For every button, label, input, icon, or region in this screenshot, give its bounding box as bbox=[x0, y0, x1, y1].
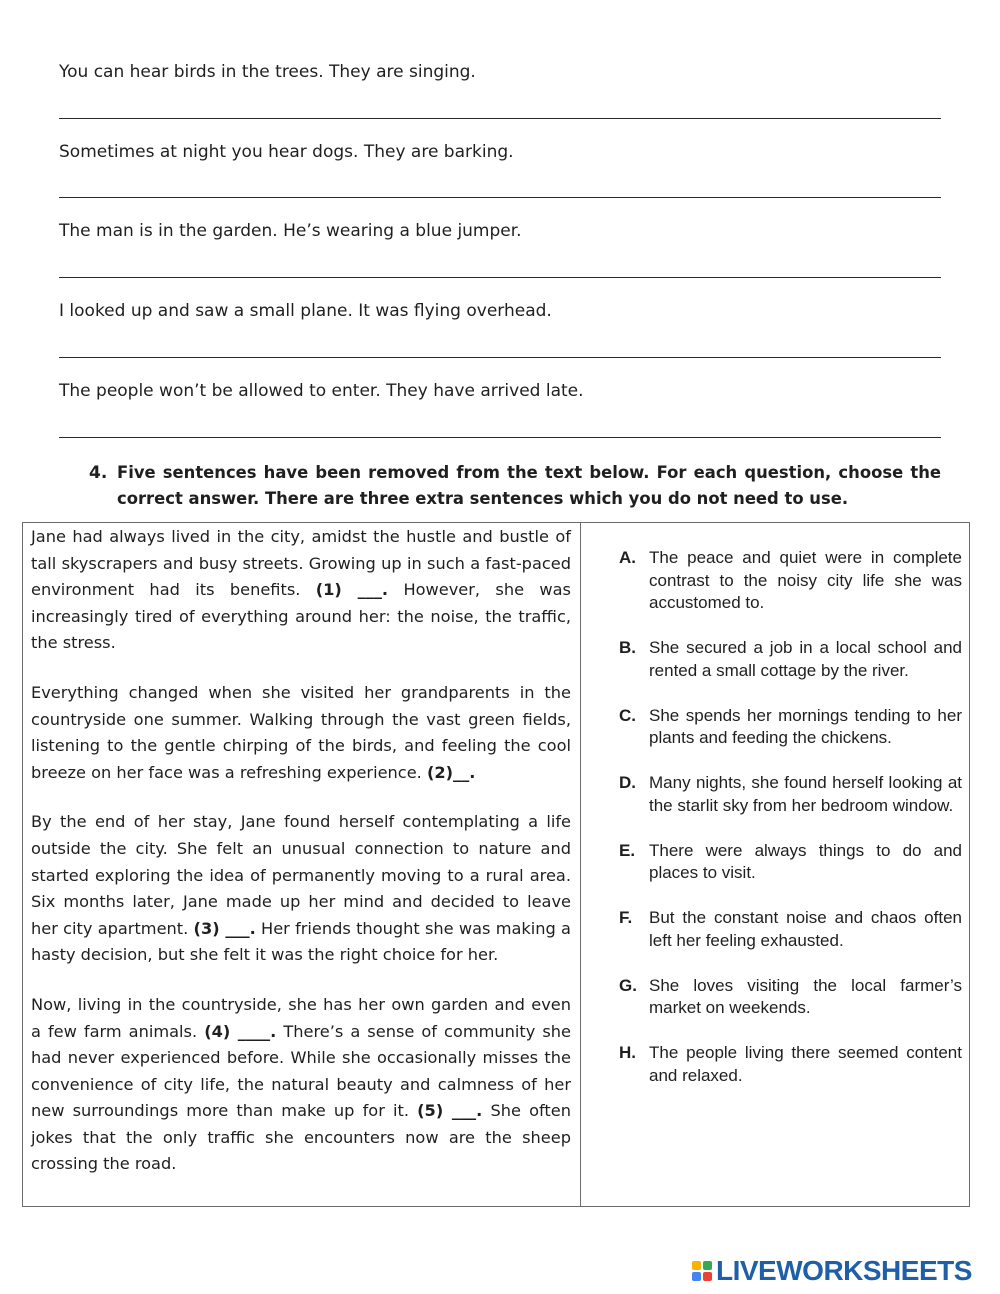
option-h bbox=[619, 1042, 962, 1087]
option-text: She loves visiting the local farmer’s market on weekends. bbox=[649, 975, 962, 1017]
option-letter: H. bbox=[619, 1043, 636, 1062]
option-g bbox=[619, 975, 962, 1020]
logo-square bbox=[703, 1272, 712, 1281]
exercise-sentence: I looked up and saw a small plane. It was flying overhead. bbox=[59, 301, 552, 321]
passage-paragraph-2: Everything changed when she visited her grandparents in the countryside one summer. Walking through the vast green fields, listening to the gentle chirping of the birds, and feeling the cool breeze on her face was a refreshing experience. (2)__. bbox=[31, 682, 571, 782]
liveworksheets-logo bbox=[692, 1256, 972, 1286]
question-number: 4. bbox=[89, 463, 108, 483]
option-text: She spends her mornings tending to her plants and feeding the chickens. bbox=[649, 705, 962, 747]
option-b bbox=[619, 637, 962, 682]
option-text: She secured a job in a local school and rented a small cottage by the river. bbox=[649, 638, 962, 680]
passage-paragraph-4: Now, living in the countryside, she has her own garden and even a few farm animals. (4) ____. There’s a sense of community she had never experienced before. While she occasionally misses the convenience of city life, the natural beauty and calmness of her new surroundings more than make up for it. (5) ___. She often jokes that the only traffic she encounters now are the sheep crossing the road. bbox=[31, 994, 571, 1174]
gap-5[interactable]: (5) ___. bbox=[417, 1101, 483, 1121]
reading-passage bbox=[31, 524, 571, 1201]
option-letter: D. bbox=[619, 773, 636, 792]
gap-3[interactable]: (3) ___. bbox=[193, 918, 256, 938]
answer-options bbox=[619, 547, 962, 1110]
option-letter: G. bbox=[619, 975, 637, 995]
option-letter: F. bbox=[619, 908, 633, 927]
exercise-sentence: You can hear birds in the trees. They are singing. bbox=[59, 62, 476, 82]
passage-paragraph-1: Jane had always lived in the city, amidst the hustle and bustle of tall skyscrapers and busy streets. Growing up in such a fast-paced environment had its benefits. (1) ___. However, she was increasingly tired of everything around her: the noise, the traffic, the stress. bbox=[31, 527, 571, 653]
question-instruction: Five sentences have been removed from the text below. For each question, choose the correct answer. There are three extra sentences which you do not need to use. bbox=[117, 463, 941, 508]
option-text: But the constant noise and chaos often left her feeling exhausted. bbox=[649, 908, 962, 950]
answer-line[interactable] bbox=[59, 197, 941, 198]
gap-1[interactable]: (1) ___. bbox=[315, 580, 389, 600]
option-c bbox=[619, 705, 962, 750]
option-letter: B. bbox=[619, 638, 636, 657]
option-text: There were always things to do and places to visit. bbox=[649, 840, 962, 882]
gap-2[interactable]: (2)__. bbox=[426, 762, 476, 782]
exercise-sentence: Sometimes at night you hear dogs. They are barking. bbox=[59, 142, 514, 162]
passage-paragraph-3: By the end of her stay, Jane found herself contemplating a life outside the city. She felt an unusual connection to nature and started exploring the idea of permanently moving to a rural area. Six months later, Jane made up her mind and decided to leave her city apartment. (3) ___. Her friends thought she was making a hasty decision, but she felt it was the right choice for her. bbox=[31, 812, 571, 965]
logo-square bbox=[703, 1261, 712, 1270]
exercise-sentence: The man is in the garden. He’s wearing a blue jumper. bbox=[59, 221, 522, 241]
table-column-divider bbox=[580, 522, 581, 1207]
option-d bbox=[619, 772, 962, 817]
answer-line[interactable] bbox=[59, 357, 941, 358]
answer-line[interactable] bbox=[59, 277, 941, 278]
option-letter: E. bbox=[619, 840, 636, 860]
logo-text: LIVEWORKSHEETS bbox=[716, 1255, 972, 1286]
answer-line[interactable] bbox=[59, 118, 941, 119]
answer-line[interactable] bbox=[59, 437, 941, 438]
option-a bbox=[619, 547, 962, 615]
option-f bbox=[619, 907, 962, 952]
option-text: The people living there seemed content and relaxed. bbox=[649, 1043, 962, 1085]
option-letter: C. bbox=[619, 705, 636, 725]
logo-square bbox=[692, 1261, 701, 1270]
gap-4[interactable]: (4) ____. bbox=[204, 1021, 277, 1041]
option-text: The peace and quiet were in complete contrast to the noisy city life she was accustomed to. bbox=[649, 548, 962, 612]
logo-square bbox=[692, 1272, 701, 1281]
exercise-sentence: The people won’t be allowed to enter. They have arrived late. bbox=[59, 381, 584, 401]
option-text: Many nights, she found herself looking at the starlit sky from her bedroom window. bbox=[649, 773, 962, 815]
logo-mark-icon bbox=[692, 1261, 712, 1281]
option-letter: A. bbox=[619, 548, 636, 567]
option-e bbox=[619, 840, 962, 885]
